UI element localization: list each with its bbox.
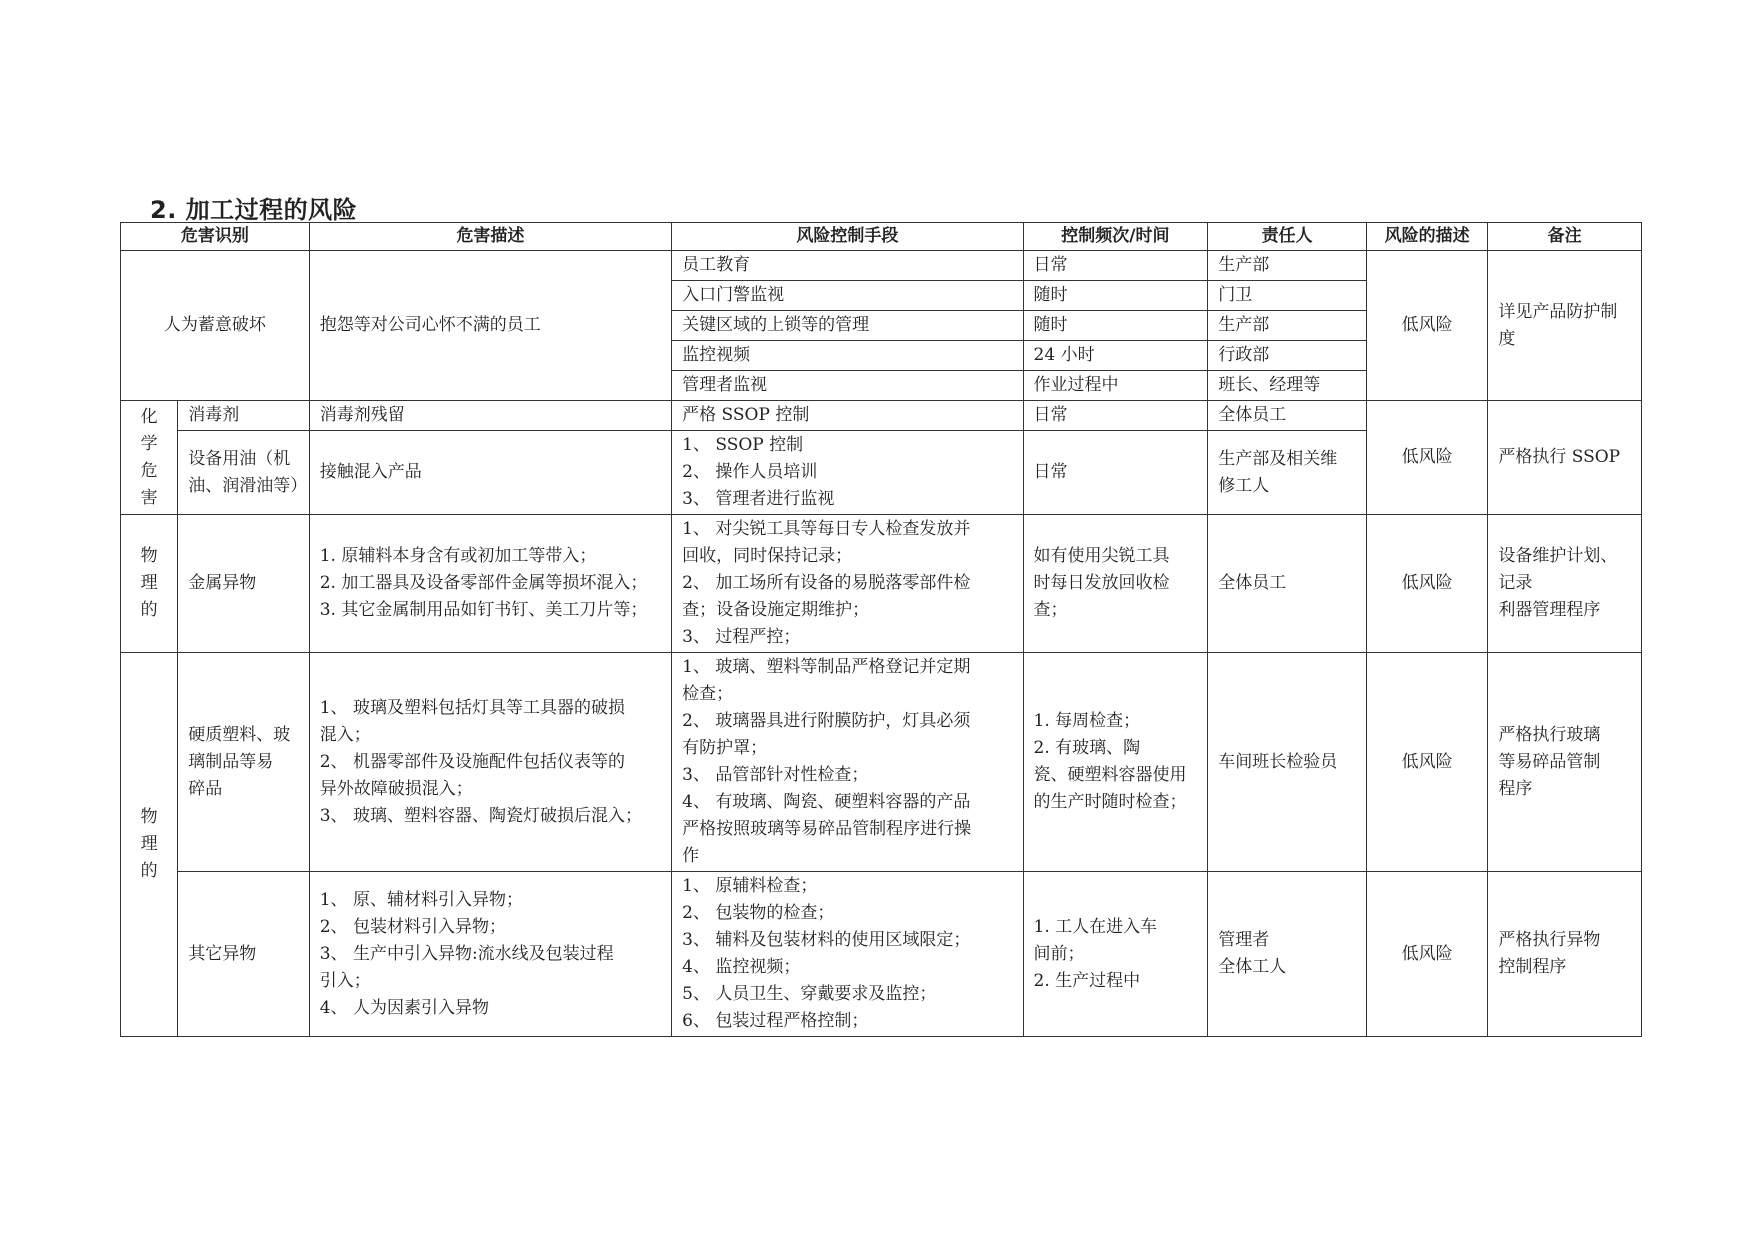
table-row bbox=[121, 515, 1642, 653]
list-item: 管理者监视 bbox=[682, 375, 768, 395]
list-item: 班长、经理等 bbox=[1218, 375, 1321, 395]
note-cell: 严格执行玻璃 等易碎品管制 程序 bbox=[1488, 653, 1642, 872]
group-label-chemical: 化 学 危 害 bbox=[121, 401, 178, 515]
list-item: 随时 bbox=[1024, 311, 1208, 341]
table-header-row bbox=[121, 223, 1642, 251]
hazard-cell: 硬质塑料、玻 璃制品等易 碎品 bbox=[178, 653, 310, 872]
note-cell: 严格执行异物 控制程序 bbox=[1488, 872, 1642, 1037]
list-item: 随时 bbox=[1024, 281, 1208, 311]
list-item: 行政部 bbox=[1208, 341, 1366, 371]
description-cell: 1、 原、辅材料引入异物； 2、 包装材料引入异物； 3、 生产中引入异物:流水线及包装过程 引入； 4、 人为因素引入异物 bbox=[309, 872, 671, 1037]
description-cell: 抱怨等对公司心怀不满的员工 bbox=[309, 251, 671, 401]
control-cell: 1、 玻璃、塑料等制品严格登记并定期 检查； 2、 玻璃器具进行附膜防护，灯具必须 有防护罩； 3、 品管部针对性检查； 4、 有玻璃、陶瓷、硬塑料容器的产品 严格按照玻璃等易碎品管制程序进行操 作 bbox=[672, 653, 1023, 872]
frequency-list bbox=[1024, 251, 1208, 400]
owner-list bbox=[1208, 251, 1366, 400]
header-owner: 责任人 bbox=[1208, 223, 1367, 251]
header-note: 备注 bbox=[1488, 223, 1642, 251]
table-row bbox=[121, 401, 1642, 431]
list-item: 日常 bbox=[1024, 251, 1208, 281]
risk-cell: 低风险 bbox=[1366, 401, 1487, 515]
frequency-cell: 1. 工人在进入车 间前； 2. 生产过程中 bbox=[1023, 872, 1208, 1037]
hazard-cell: 设备用油（机 油、润滑油等） bbox=[178, 431, 310, 515]
header-risk: 风险的描述 bbox=[1366, 223, 1487, 251]
header-control: 风险控制手段 bbox=[672, 223, 1023, 251]
risk-cell: 低风险 bbox=[1366, 653, 1487, 872]
table-row bbox=[121, 653, 1642, 872]
list-item: 入口门警监视 bbox=[672, 281, 1022, 311]
list-item: 作业过程中 bbox=[1033, 375, 1119, 395]
frequency-cell: 如有使用尖锐工具 时每日发放回收检 查； bbox=[1023, 515, 1208, 653]
group-label-physical: 物 理 的 bbox=[121, 515, 178, 653]
control-cell: 1、 原辅料检查； 2、 包装物的检查； 3、 辅料及包装材料的使用区域限定； 4、 监控视频； 5、 人员卫生、穿戴要求及监控； 6、 包装过程严格控制； bbox=[672, 872, 1023, 1037]
hazard-cell: 金属异物 bbox=[178, 515, 310, 653]
section-title: 2. 加工过程的风险 bbox=[150, 196, 358, 224]
owner-cell: 车间班长检验员 bbox=[1208, 653, 1367, 872]
description-cell: 1、 玻璃及塑料包括灯具等工具器的破损 混入； 2、 机器零部件及设施配件包括仪表等的 异外故障破损混入； 3、 玻璃、塑料容器、陶瓷灯破损后混入； bbox=[309, 653, 671, 872]
control-cell: 1、 SSOP 控制 2、 操作人员培训 3、 管理者进行监视 bbox=[672, 431, 1023, 515]
description-cell: 接触混入产品 bbox=[309, 431, 671, 515]
table-row bbox=[121, 251, 1642, 401]
control-list bbox=[672, 251, 1022, 400]
header-description: 危害描述 bbox=[309, 223, 671, 251]
group-label-physical: 物 理 的 bbox=[121, 653, 178, 1037]
description-cell: 消毒剂残留 bbox=[309, 401, 671, 431]
table-row bbox=[121, 872, 1642, 1037]
list-item: 24 小时 bbox=[1024, 341, 1208, 371]
risk-table bbox=[120, 222, 1642, 1037]
frequency-cell: 日常 bbox=[1023, 431, 1208, 515]
owner-cell bbox=[1208, 251, 1367, 401]
frequency-cell: 1. 每周检查； 2. 有玻璃、陶 瓷、硬塑料容器使用 的生产时随时检查； bbox=[1023, 653, 1208, 872]
description-cell: 1. 原辅料本身含有或初加工等带入； 2. 加工器具及设备零部件金属等损坏混入； 3. 其它金属制用品如钉书钉、美工刀片等； bbox=[309, 515, 671, 653]
risk-cell: 低风险 bbox=[1366, 515, 1487, 653]
list-item: 关键区域的上锁等的管理 bbox=[672, 311, 1022, 341]
control-cell: 严格 SSOP 控制 bbox=[672, 401, 1023, 431]
risk-cell: 低风险 bbox=[1366, 872, 1487, 1037]
owner-cell: 全体员工 bbox=[1208, 401, 1367, 431]
header-frequency: 控制频次/时间 bbox=[1023, 223, 1208, 251]
note-cell: 设备维护计划、 记录 利器管理程序 bbox=[1488, 515, 1642, 653]
list-item: 员工教育 bbox=[672, 251, 1022, 281]
owner-cell: 管理者 全体工人 bbox=[1208, 872, 1367, 1037]
frequency-cell bbox=[1023, 251, 1208, 401]
owner-cell: 全体员工 bbox=[1208, 515, 1367, 653]
list-item: 门卫 bbox=[1208, 281, 1366, 311]
control-cell: 1、 对尖锐工具等每日专人检查发放并 回收，同时保持记录； 2、 加工场所有设备的易脱落零部件检 查；设备设施定期维护； 3、 过程严控； bbox=[672, 515, 1023, 653]
frequency-cell: 日常 bbox=[1023, 401, 1208, 431]
hazard-cell: 消毒剂 bbox=[178, 401, 310, 431]
risk-cell: 低风险 bbox=[1366, 251, 1487, 401]
hazard-cell: 人为蓄意破坏 bbox=[121, 251, 310, 401]
header-hazard: 危害识别 bbox=[121, 223, 310, 251]
note-cell: 详见产品防护制度 bbox=[1488, 251, 1642, 401]
owner-cell: 生产部及相关维 修工人 bbox=[1208, 431, 1367, 515]
hazard-cell: 其它异物 bbox=[178, 872, 310, 1037]
note-cell: 严格执行 SSOP bbox=[1488, 401, 1642, 515]
list-item: 监控视频 bbox=[672, 341, 1022, 371]
list-item: 生产部 bbox=[1208, 311, 1366, 341]
control-cell bbox=[672, 251, 1023, 401]
list-item: 生产部 bbox=[1208, 251, 1366, 281]
